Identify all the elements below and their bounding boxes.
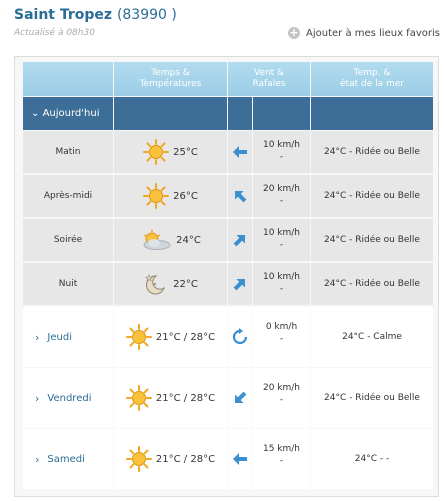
day-name: Vendredi	[47, 392, 92, 404]
wind-speed: 15 km/h	[262, 444, 301, 454]
wind-direction-icon	[228, 219, 252, 261]
chevron-down-icon: ⌄	[31, 108, 40, 119]
wind-speed: 20 km/h	[262, 184, 301, 194]
wind-gust: -	[279, 334, 284, 344]
header-vent	[228, 62, 310, 96]
temperature-value: 21°C / 28°C	[155, 453, 216, 465]
wind-cell	[253, 429, 310, 489]
wind-direction-icon	[228, 368, 252, 428]
sea-state: 24°C - Calme	[311, 307, 433, 367]
sun-cloud-icon	[140, 229, 172, 251]
wind-speed: 10 km/h	[262, 140, 301, 150]
chevron-right-icon: ›	[35, 330, 40, 344]
header-mer-line2: état de la mer	[340, 79, 404, 89]
temperature-value: 24°C	[176, 234, 201, 246]
period-name: Matin	[23, 131, 113, 173]
temperature-cell	[114, 263, 227, 305]
wind-speed: 20 km/h	[262, 383, 301, 393]
chevron-right-icon: ›	[35, 391, 40, 405]
header-mer-line1: Temp. &	[353, 68, 391, 78]
sea-state: 24°C - Ridée ou Belle	[311, 263, 433, 305]
today-label: Aujourd'hui	[42, 108, 100, 119]
sea-state: 24°C - Ridée ou Belle	[311, 368, 433, 428]
today-row[interactable]	[23, 97, 433, 130]
moon-star-icon	[143, 271, 169, 297]
add-favorite-button[interactable]	[288, 27, 440, 39]
wind-direction-icon	[228, 429, 252, 489]
wind-direction-icon	[228, 175, 252, 217]
wind-direction-icon	[228, 263, 252, 305]
day-row[interactable]	[23, 307, 433, 367]
day-toggle[interactable]	[23, 368, 113, 428]
day-row[interactable]	[23, 429, 433, 489]
day-name: Samedi	[47, 453, 85, 465]
today-cell-arrow	[228, 97, 252, 130]
temperature-value: 21°C / 28°C	[155, 331, 216, 343]
sun-icon	[143, 139, 169, 165]
temperature-cell	[114, 368, 227, 428]
temperature-cell	[114, 429, 227, 489]
temperature-value: 25°C	[173, 146, 198, 158]
sea-state: 24°C - Ridée ou Belle	[311, 175, 433, 217]
location-name: Saint Tropez	[14, 7, 113, 23]
sea-state: 24°C - Ridée ou Belle	[311, 131, 433, 173]
temperature-cell	[114, 175, 227, 217]
wind-gust: -	[279, 284, 284, 294]
forecast-panel	[14, 56, 439, 497]
wind-cell	[253, 175, 310, 217]
wind-gust: -	[279, 152, 284, 162]
wind-cell	[253, 219, 310, 261]
wind-cell	[253, 263, 310, 305]
wind-gust: -	[279, 240, 284, 250]
day-row[interactable]	[23, 368, 433, 428]
wind-cell	[253, 131, 310, 173]
wind-gust: -	[279, 196, 284, 206]
wind-gust: -	[279, 456, 284, 466]
plus-icon: +	[289, 26, 299, 39]
wind-speed: 0 km/h	[265, 322, 298, 332]
today-cell-wind	[253, 97, 310, 130]
add-favorite-label: Ajouter à mes lieux favoris	[306, 27, 440, 39]
header-temps-line1: Temps &	[151, 68, 190, 78]
temperature-value: 26°C	[173, 190, 198, 202]
sun-icon	[126, 446, 152, 472]
today-cell-sea	[311, 97, 433, 130]
period-row	[23, 263, 433, 305]
today-toggle[interactable]	[23, 97, 113, 130]
header-blank	[23, 62, 113, 96]
sea-state: 24°C - -	[311, 429, 433, 489]
header-temps	[114, 62, 227, 96]
table-header	[23, 62, 433, 96]
period-row	[23, 175, 433, 217]
temperature-cell	[114, 219, 227, 261]
sea-state: 24°C - Ridée ou Belle	[311, 219, 433, 261]
day-name: Jeudi	[47, 331, 72, 343]
header-vent-line2: Rafales	[252, 79, 286, 89]
location-title	[14, 7, 177, 23]
wind-direction-icon	[228, 307, 252, 367]
day-toggle[interactable]	[23, 429, 113, 489]
sun-icon	[143, 183, 169, 209]
period-name: Nuit	[23, 263, 113, 305]
wind-cell	[253, 368, 310, 428]
temperature-value: 22°C	[173, 278, 198, 290]
wind-speed: 10 km/h	[262, 228, 301, 238]
today-cell-temps	[114, 97, 227, 130]
wind-gust: -	[279, 395, 284, 405]
wind-direction-icon	[228, 131, 252, 173]
temperature-value: 21°C / 28°C	[155, 392, 216, 404]
sun-icon	[126, 324, 152, 350]
updated-time: Actualisé à 08h30	[14, 28, 95, 38]
period-row	[23, 219, 433, 261]
period-row	[23, 131, 433, 173]
location-postal-code: (83990 )	[116, 7, 177, 23]
wind-cell	[253, 307, 310, 367]
period-name: Après-midi	[23, 175, 113, 217]
temperature-cell	[114, 307, 227, 367]
header-vent-line1: Vent &	[253, 68, 285, 78]
wind-speed: 10 km/h	[262, 272, 301, 282]
header-temps-line2: Températures	[139, 79, 202, 89]
temperature-cell	[114, 131, 227, 173]
header-mer	[311, 62, 433, 96]
chevron-right-icon: ›	[35, 452, 40, 466]
period-name: Soirée	[23, 219, 113, 261]
sun-icon	[126, 385, 152, 411]
day-toggle[interactable]	[23, 307, 113, 367]
